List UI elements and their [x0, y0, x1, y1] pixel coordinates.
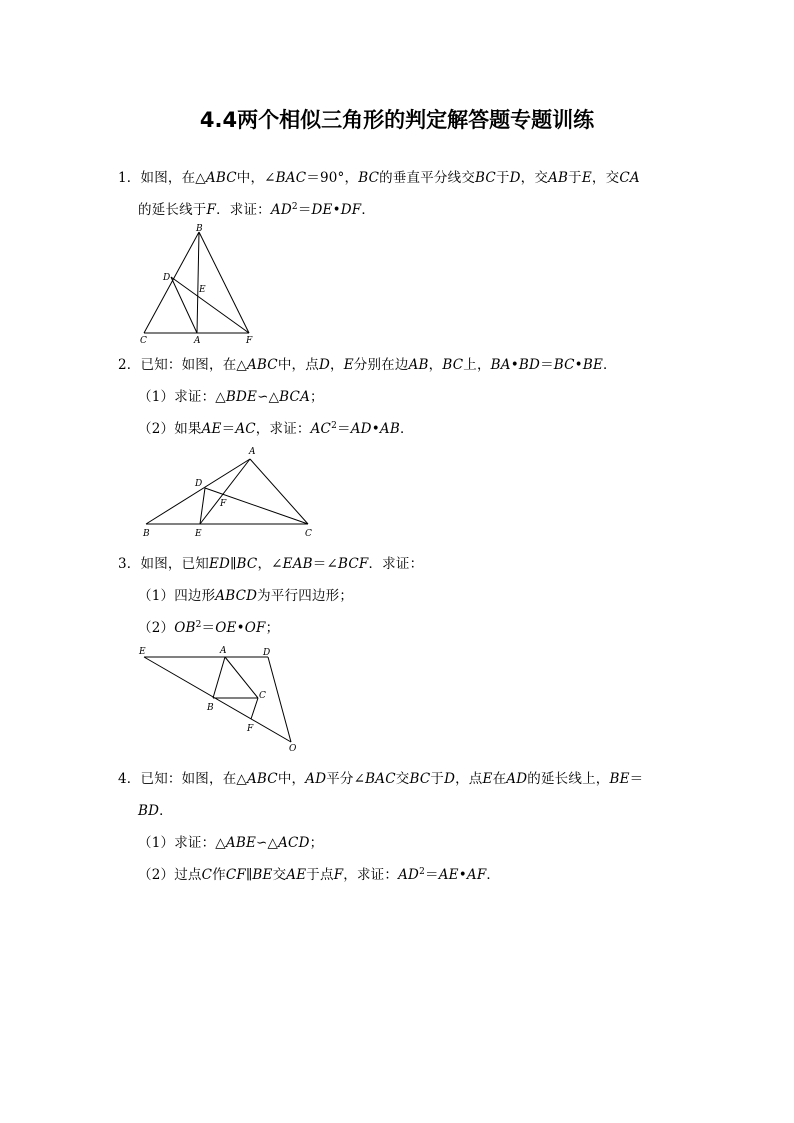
q2-label-f: F: [220, 499, 227, 509]
q1-number: 1．: [118, 170, 141, 186]
q1-figure: [136, 222, 266, 347]
q3-segment-eo: [144, 657, 291, 742]
q1-label-e: E: [199, 285, 206, 295]
q4-part-1: （1）求证：△ABE∽△ACD；: [138, 835, 324, 851]
q1-label-a: A: [194, 336, 201, 346]
q2-label-e: E: [195, 529, 202, 539]
q1-line-1: 1．如图，在△ABC中，∠BAC＝90°，BC的垂直平分线交BC于D，交AB于E，交CA: [118, 170, 640, 186]
q3-label-e: E: [139, 647, 146, 657]
q4-part-2: （2）过点C作CF∥BE交AE于点F，求证：$AD^2=AE•AF$．: [138, 867, 501, 883]
q2-figure: [138, 443, 328, 541]
q3-label-f: F: [247, 724, 254, 734]
q3-label-a: A: [220, 646, 227, 656]
q3-label-c: C: [259, 691, 266, 701]
q3-figure: [136, 642, 306, 754]
q3-part-1: （1）四边形ABCD为平行四边形；: [138, 588, 354, 604]
q3-segment-cf: [251, 698, 258, 719]
q1-segment-bf: [199, 232, 249, 333]
q2-line-1: 2．已知：如图，在△ABC中，点D，E分别在边AB，BC上，BA•BD＝BC•BE．: [118, 357, 617, 373]
q2-segment-ab: [146, 459, 250, 524]
q3-number: 3．: [118, 556, 141, 572]
q3-segment-ab: [213, 657, 225, 698]
q2-label-b: B: [143, 529, 150, 539]
page-title: 4.4两个相似三角形的判定解答题专题训练: [199, 108, 595, 132]
q4-number: 4．: [118, 771, 141, 787]
q1-label-b: B: [196, 224, 203, 234]
q1-segment-ba: [197, 232, 199, 333]
q3-label-o: O: [289, 744, 297, 754]
q3-label-d: D: [263, 648, 271, 658]
q2-label-a: A: [249, 447, 256, 457]
q1-segment-df: [171, 277, 249, 333]
q3-part-2: $(2)OB^2=OE•OF$；: [138, 620, 280, 636]
q3-segment-do: [268, 657, 291, 742]
q1-segment-bc: [144, 232, 199, 333]
q4-line-1: 4．已知：如图，在△ABC中，AD平分∠BAC交BC于D，点E在AD的延长线上，BE＝: [118, 771, 644, 787]
q2-part-1: （1）求证：△BDE∽△BCA；: [138, 389, 324, 405]
q1-label-f: F: [246, 336, 253, 346]
q2-label-c: C: [305, 529, 312, 539]
q3-label-b: B: [207, 703, 214, 713]
q1-line-2: 的延长线于F．求证：$AD^2=DE•DF$．: [138, 202, 376, 218]
q2-part-2: （2）如果AE＝AC，求证：$AC^2=AD•AB$．: [138, 421, 414, 437]
q3-line-1: 3．如图，已知ED∥BC，∠EAB＝∠BCF．求证：: [118, 556, 424, 572]
q2-label-d: D: [195, 479, 203, 489]
q1-label-c: C: [140, 336, 147, 346]
q4-line-2: BD．: [138, 803, 173, 819]
q1-label-d: D: [163, 273, 171, 283]
q3-segment-ac: [225, 657, 258, 698]
q2-number: 2．: [118, 357, 141, 373]
q1-segment-da: [171, 277, 197, 333]
q2-segment-ae: [200, 459, 250, 524]
